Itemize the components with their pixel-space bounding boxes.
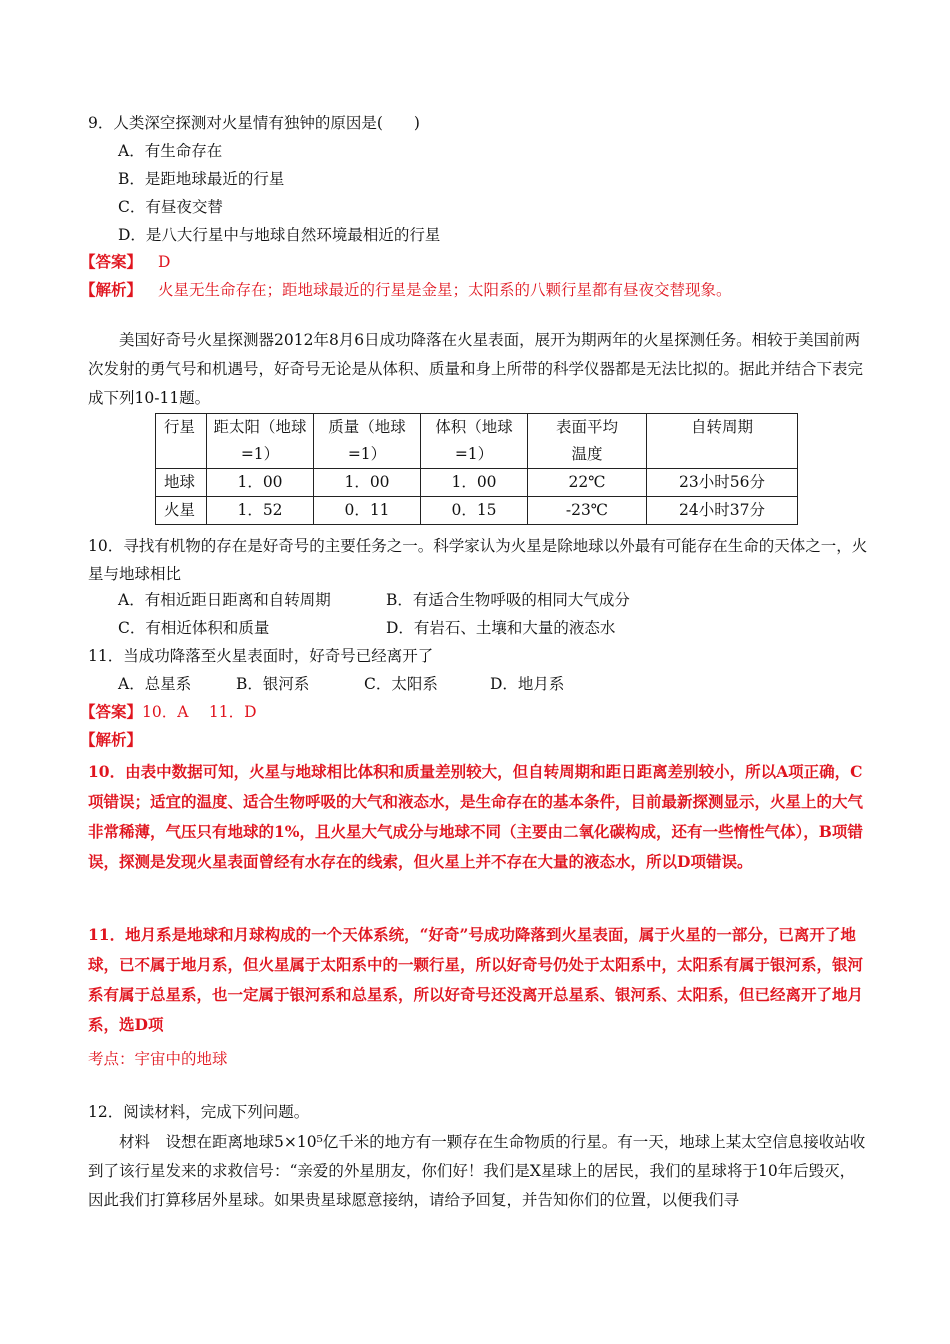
answer-tag: 【答案】 [80, 252, 143, 271]
analysis-tag: 【解析】 [80, 730, 143, 749]
q9-option-c: C．有昼夜交替 [118, 198, 223, 216]
q11-option-b: B．银河系 [236, 675, 310, 693]
q11-options [118, 672, 564, 696]
table-cell: 1．00 [314, 469, 421, 497]
table-cell: 0．11 [314, 497, 421, 525]
table-cell: 22℃ [528, 469, 647, 497]
analysis-10-11-tag-line [80, 728, 142, 752]
q10-options-row2 [118, 616, 615, 640]
q11-option-c: C．太阳系 [364, 675, 438, 693]
q12-material: 材料 设想在距离地球5×10⁵亿千米的地方有一颗存在生命物质的行星。有一天，地球上某太空信息接收站收到了该行星发来的求救信号：“亲爱的外星朋友，你们好！我们是X星球上的居民，我们的星球将于10年后毁灭，因此我们打算移居外星球。如果贵星球愿意接纳，请给予回复，并告知你们的位置，以便我们寻 [88, 1133, 866, 1209]
table-header-cell: 体积（地球 =1） [421, 414, 528, 469]
table-cell: 1．52 [207, 497, 314, 525]
table-cell: 火星 [156, 497, 207, 525]
q9-option-a: A．有生命存在 [118, 142, 223, 160]
table-row [156, 497, 798, 525]
q11-stem: 11．当成功降落至火星表面时，好奇号已经离开了 [88, 647, 434, 665]
table-cell: 地球 [156, 469, 207, 497]
analysis-tag: 【解析】 [80, 280, 143, 299]
table-cell: 1．00 [207, 469, 314, 497]
planet-table [155, 413, 798, 525]
table-header-cell: 行星 [156, 414, 207, 469]
q11-option-a: A．总星系 [118, 675, 192, 693]
answer-tag: 【答案】 [80, 702, 143, 721]
q10-stem: 10．寻找有机物的存在是好奇号的主要任务之一。科学家认为火星是除地球以外最有可能存在生命的天体之一，火星与地球相比 [88, 537, 868, 583]
q10-option-c: C．有相近体积和质量 [118, 619, 270, 637]
q10-options-row1 [118, 588, 630, 612]
material-paragraph: 美国好奇号火星探测器2012年8月6日成功降落在火星表面，展开为期两年的火星探测任务。相较于美国前两次发射的勇气号和机遇号，好奇号无论是从体积、质量和身上所带的科学仪器都是无法比拟的。据此并结合下表完成下列10-11题。 [88, 331, 864, 407]
q9-option-d: D．是八大行星中与地球自然环境最相近的行星 [118, 226, 441, 244]
table-header-cell: 表面平均 温度 [528, 414, 647, 469]
q10-option-b: B．有适合生物呼吸的相同大气成分 [386, 591, 630, 609]
table-header-cell: 距太阳（地球 =1） [207, 414, 314, 469]
q12-stem: 12．阅读材料，完成下列问题。 [88, 1103, 310, 1121]
table-header-row [156, 414, 798, 469]
q9-answer-line [80, 250, 170, 274]
q9-answer: D [158, 253, 171, 271]
table-cell: 24小时37分 [647, 497, 798, 525]
answers-10-11-line [80, 700, 257, 724]
table-cell: 23小时56分 [647, 469, 798, 497]
table-header-cell: 质量（地球 =1） [314, 414, 421, 469]
table-cell: 1．00 [421, 469, 528, 497]
table-cell: 0．15 [421, 497, 528, 525]
table-cell: -23℃ [528, 497, 647, 525]
q9-option-b: B．是距地球最近的行星 [118, 170, 285, 188]
q9-analysis-line [80, 278, 732, 302]
q11-option-d: D．地月系 [490, 675, 565, 693]
q10-option-d: D．有岩石、土壤和大量的液态水 [386, 619, 616, 637]
kaodian: 考点：宇宙中的地球 [88, 1050, 228, 1068]
table-row [156, 469, 798, 497]
table-header-cell: 自转周期 [647, 414, 798, 469]
q9-analysis: 火星无生命存在；距地球最近的行星是金星；太阳系的八颗行星都有昼夜交替现象。 [158, 281, 732, 299]
analysis-q10: 10．由表中数据可知，火星与地球相比体积和质量差别较大，但自转周期和距日距离差别较小，所以A项正确，C项错误；适宜的温度、适合生物呼吸的大气和液态水，是生命存在的基本条件，目前最新探测显示，火星上的大气非常稀薄，气压只有地球的1%，且火星大气成分与地球不同（主要由二氧化碳构成，还有一些惰性气体），B项错误，探测是发现火星表面曾经有水存在的线索，但火星上并不存在大量的液态水，所以D项错误。 [88, 762, 864, 871]
q10-option-a: A．有相近距日距离和自转周期 [118, 591, 331, 609]
q9-stem: 9．人类深空探测对火星情有独钟的原因是( ) [88, 114, 420, 132]
analysis-q11: 11．地月系是地球和月球构成的一个天体系统，“好奇”号成功降落到火星表面，属于火星的一部分，已离开了地球，已不属于地月系，但火星属于太阳系中的一颗行星，所以好奇号仍处于太阳系中，太阳系有属于银河系，银河系有属于总星系，也一定属于银河系和总星系，所以好奇号还没离开总星系、银河系、太阳系，但已经离开了地月系，选D项 [88, 925, 864, 1034]
answers-10-11: 10．A 11．D [142, 703, 257, 721]
